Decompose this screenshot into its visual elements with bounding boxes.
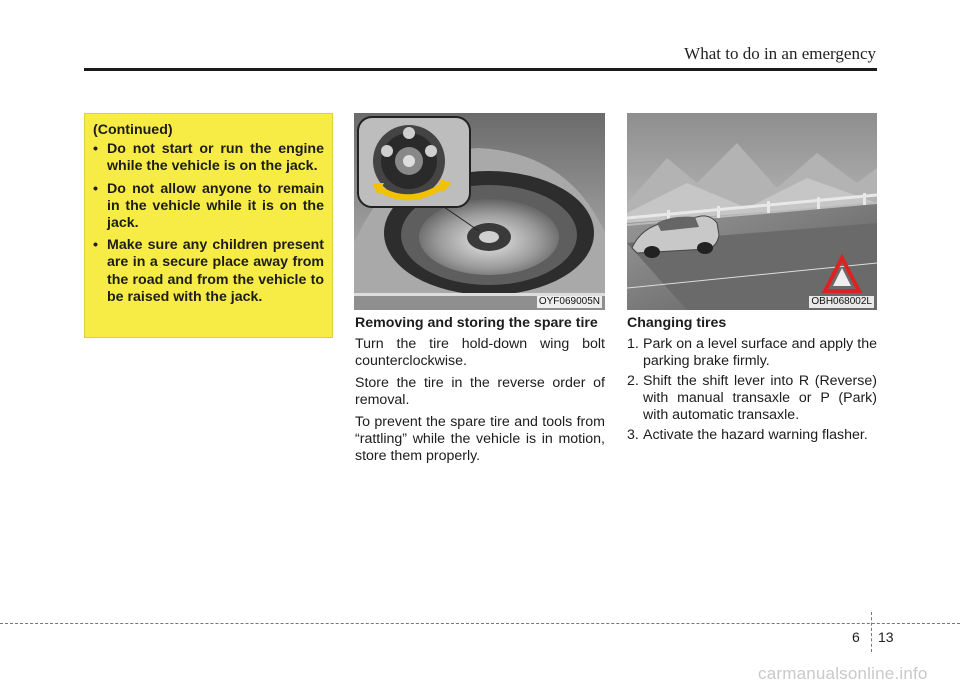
spare-tire-drawing bbox=[354, 113, 605, 310]
warning-item: • Do not start or run the engine while the vehicle is on the jack. bbox=[93, 141, 324, 175]
step-text: Activate the hazard warning flasher. bbox=[643, 427, 868, 443]
step-item bbox=[627, 336, 877, 370]
paragraph: Store the tire in the reverse order of removal. bbox=[355, 375, 605, 408]
warning-item: • Do not allow anyone to remain in the vehicle while it is on the jack. bbox=[93, 181, 324, 233]
step-number: 1. bbox=[627, 336, 639, 352]
step-number: 2. bbox=[627, 373, 639, 389]
paragraph: To prevent the spare tire and tools from “rattling” while the vehicle is in motion, store them properly. bbox=[355, 414, 605, 464]
spare-tire-section bbox=[355, 315, 605, 470]
warning-box bbox=[84, 113, 333, 338]
highway-warning-illustration bbox=[627, 113, 877, 310]
step-text: Shift the shift lever into R (Reverse) with manual transaxle or P (Park) with automatic transaxle. bbox=[643, 373, 877, 423]
figure-code: OYF069005N bbox=[538, 296, 600, 307]
page-divider bbox=[871, 612, 872, 652]
warning-list bbox=[93, 141, 324, 306]
steps-list bbox=[627, 336, 877, 444]
section-number: 6 bbox=[852, 629, 860, 645]
footer-rule bbox=[0, 623, 960, 624]
figure-code: OBH068002L bbox=[811, 296, 872, 307]
page-header-title: What to do in an emergency bbox=[684, 44, 876, 63]
section-heading: Changing tires bbox=[627, 315, 727, 331]
spare-tire-illustration bbox=[354, 113, 605, 310]
changing-tires-section bbox=[627, 315, 877, 447]
watermark-text: carmanualsonline.info bbox=[758, 664, 928, 683]
section-heading: Removing and storing the spare tire bbox=[355, 315, 598, 331]
step-item bbox=[627, 427, 877, 444]
step-number: 3. bbox=[627, 427, 639, 443]
warning-item: • Make sure any children present are in a secure place away from the road and from the vehicle to be raised with the jack. bbox=[93, 237, 324, 306]
step-text: Park on a level surface and apply the parking brake firmly. bbox=[643, 336, 877, 369]
header-rule bbox=[84, 68, 877, 71]
highway-drawing bbox=[627, 113, 877, 310]
step-item bbox=[627, 373, 877, 424]
paragraph: Turn the tire hold-down wing bolt counterclockwise. bbox=[355, 336, 605, 369]
page-number: 13 bbox=[878, 629, 894, 645]
warning-continued-label: (Continued) bbox=[93, 122, 173, 138]
